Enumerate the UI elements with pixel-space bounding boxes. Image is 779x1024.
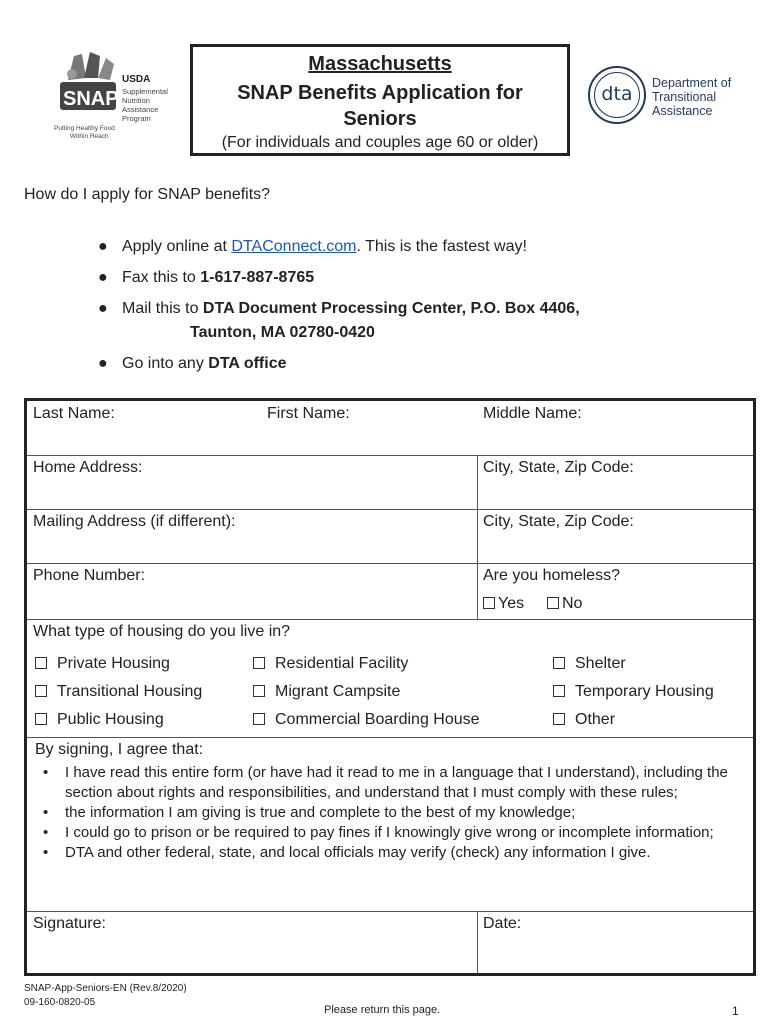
online-suffix: . This is the fastest way! xyxy=(356,238,527,255)
agreement-item-text: I could go to prison or be required to pay fines if I knowingly give wrong or incomplete information; xyxy=(65,824,714,841)
list-item xyxy=(35,803,751,823)
online-prefix: Apply online at xyxy=(122,238,232,255)
dta-name xyxy=(652,76,731,118)
title-line-1: SNAP Benefits Application for xyxy=(237,82,523,104)
usda-wordmark: USDA xyxy=(122,74,151,85)
no-checkbox[interactable] xyxy=(547,597,559,609)
transitional-housing-checkbox[interactable] xyxy=(35,685,47,697)
divider xyxy=(27,911,753,912)
homeless-no-option[interactable] xyxy=(547,595,582,613)
title-state: Massachusetts xyxy=(308,53,452,75)
dta-logo xyxy=(588,66,738,130)
housing-option-temporary[interactable] xyxy=(553,683,714,701)
application-form xyxy=(24,398,756,976)
divider xyxy=(27,619,753,620)
housing-option-shelter[interactable] xyxy=(553,655,626,673)
program-line-4: Program xyxy=(122,114,151,123)
program-line-3: Assistance xyxy=(122,105,159,114)
shelter-label: Shelter xyxy=(575,655,626,672)
dta-seal-icon xyxy=(588,66,646,124)
yes-checkbox[interactable] xyxy=(483,597,495,609)
agreement-heading: By signing, I agree that: xyxy=(35,741,204,758)
list-item xyxy=(96,236,736,258)
bullet-icon: • xyxy=(43,844,49,861)
commercial-boarding-label: Commercial Boarding House xyxy=(275,711,480,728)
bullet-icon: • xyxy=(43,764,49,781)
list-item xyxy=(96,298,736,320)
temporary-housing-checkbox[interactable] xyxy=(553,685,565,697)
mailing-city-state-zip-field[interactable]: City, State, Zip Code: xyxy=(483,513,634,530)
dta-name-line-3: Assistance xyxy=(652,104,713,118)
private-housing-label: Private Housing xyxy=(57,655,170,672)
agreement-item-text: I have read this entire form (or have had it read to me in a language that I understand), including the section about rights and responsibilities, and understand that I must comply with these rules; xyxy=(65,764,728,801)
housing-option-public[interactable] xyxy=(35,711,164,729)
snap-wordmark: SNAP xyxy=(63,88,119,110)
fax-prefix: Fax this to xyxy=(122,269,201,286)
divider xyxy=(27,737,753,738)
dtaconnect-link[interactable]: DTAConnect.com xyxy=(231,238,357,255)
signature-field[interactable]: Signature: xyxy=(33,915,106,932)
commercial-boarding-checkbox[interactable] xyxy=(253,713,265,725)
date-field[interactable]: Date: xyxy=(483,915,522,932)
public-housing-checkbox[interactable] xyxy=(35,713,47,725)
residential-facility-label: Residential Facility xyxy=(275,655,409,672)
housing-option-residential[interactable] xyxy=(253,655,408,673)
bullet-icon: ● xyxy=(98,269,108,286)
program-line-1: Supplemental xyxy=(122,87,168,96)
temporary-housing-label: Temporary Housing xyxy=(575,683,714,700)
bullet-icon: ● xyxy=(98,355,108,372)
housing-question: What type of housing do you live in? xyxy=(33,623,291,640)
housing-option-boarding[interactable] xyxy=(253,711,480,729)
bullet-icon: ● xyxy=(98,300,108,317)
snap-tagline-1: Putting Healthy Food xyxy=(54,125,115,132)
list-item xyxy=(35,843,751,863)
phone-number-field[interactable]: Phone Number: xyxy=(33,567,146,584)
return-note: Please return this page. xyxy=(324,1004,441,1016)
mail-prefix: Mail this to xyxy=(122,300,203,317)
title-line-2: Seniors xyxy=(343,108,417,130)
housing-option-transitional[interactable] xyxy=(35,683,202,701)
bullet-icon: • xyxy=(43,824,49,841)
snap-tagline-2: Within Reach xyxy=(70,133,109,140)
agreement-item-text: DTA and other federal, state, and local officials may verify (check) any information I give. xyxy=(65,844,651,861)
bullet-icon: • xyxy=(43,804,49,821)
list-item xyxy=(35,823,751,843)
divider xyxy=(27,455,753,456)
homeless-yes-option[interactable] xyxy=(483,595,524,613)
mailing-address-field[interactable]: Mailing Address (if different): xyxy=(33,513,236,530)
migrant-campsite-checkbox[interactable] xyxy=(253,685,265,697)
transitional-housing-label: Transitional Housing xyxy=(57,683,203,700)
bullet-icon: ● xyxy=(98,238,108,255)
title-subtitle: (For individuals and couples age 60 or older) xyxy=(221,134,539,151)
divider xyxy=(27,509,753,510)
yes-label: Yes xyxy=(498,595,525,612)
housing-option-other[interactable] xyxy=(553,711,615,729)
private-housing-checkbox[interactable] xyxy=(35,657,47,669)
homeless-question: Are you homeless? xyxy=(483,567,620,584)
home-address-field[interactable]: Home Address: xyxy=(33,459,143,476)
housing-option-private[interactable] xyxy=(35,655,170,673)
form-number: 09-160-0820-05 xyxy=(24,997,96,1008)
agreement-section xyxy=(35,741,751,863)
dta-name-line-1: Department of xyxy=(652,76,732,90)
dta-abbr: dta xyxy=(594,72,640,118)
last-name-field[interactable]: Last Name: xyxy=(33,405,115,422)
apply-question: How do I apply for SNAP benefits? xyxy=(24,186,271,203)
program-line-2: Nutrition xyxy=(122,96,150,105)
office-prefix: Go into any xyxy=(122,355,209,372)
list-item xyxy=(96,267,736,289)
divider xyxy=(477,455,478,619)
shelter-checkbox[interactable] xyxy=(553,657,565,669)
page-number: 1 xyxy=(732,1004,739,1018)
migrant-campsite-label: Migrant Campsite xyxy=(275,683,401,700)
middle-name-field[interactable]: Middle Name: xyxy=(483,405,582,422)
residential-facility-checkbox[interactable] xyxy=(253,657,265,669)
other-housing-checkbox[interactable] xyxy=(553,713,565,725)
agreement-item-text: the information I am giving is true and complete to the best of my knowledge; xyxy=(65,804,576,821)
home-city-state-zip-field[interactable]: City, State, Zip Code: xyxy=(483,459,634,476)
office-bold: DTA office xyxy=(208,355,287,372)
mail-address-line-1: DTA Document Processing Center, P.O. Box 4406, xyxy=(202,300,580,317)
list-item xyxy=(35,763,751,803)
housing-option-migrant[interactable] xyxy=(253,683,400,701)
public-housing-label: Public Housing xyxy=(57,711,164,728)
divider xyxy=(477,911,478,973)
fax-number: 1-617-887-8765 xyxy=(200,269,315,286)
title-box xyxy=(190,44,570,156)
no-label: No xyxy=(562,595,583,612)
snap-logo xyxy=(52,50,182,142)
first-name-field[interactable]: First Name: xyxy=(267,405,350,422)
form-id: SNAP-App-Seniors-EN (Rev.8/2020) xyxy=(24,983,187,994)
list-item xyxy=(96,353,736,375)
form-identifier xyxy=(24,982,187,1010)
apply-methods-list xyxy=(96,236,736,384)
mail-address-line-2: Taunton, MA 02780-0420 xyxy=(190,324,375,341)
other-housing-label: Other xyxy=(575,711,616,728)
divider xyxy=(27,563,753,564)
dta-name-line-2: Transitional xyxy=(652,90,717,104)
